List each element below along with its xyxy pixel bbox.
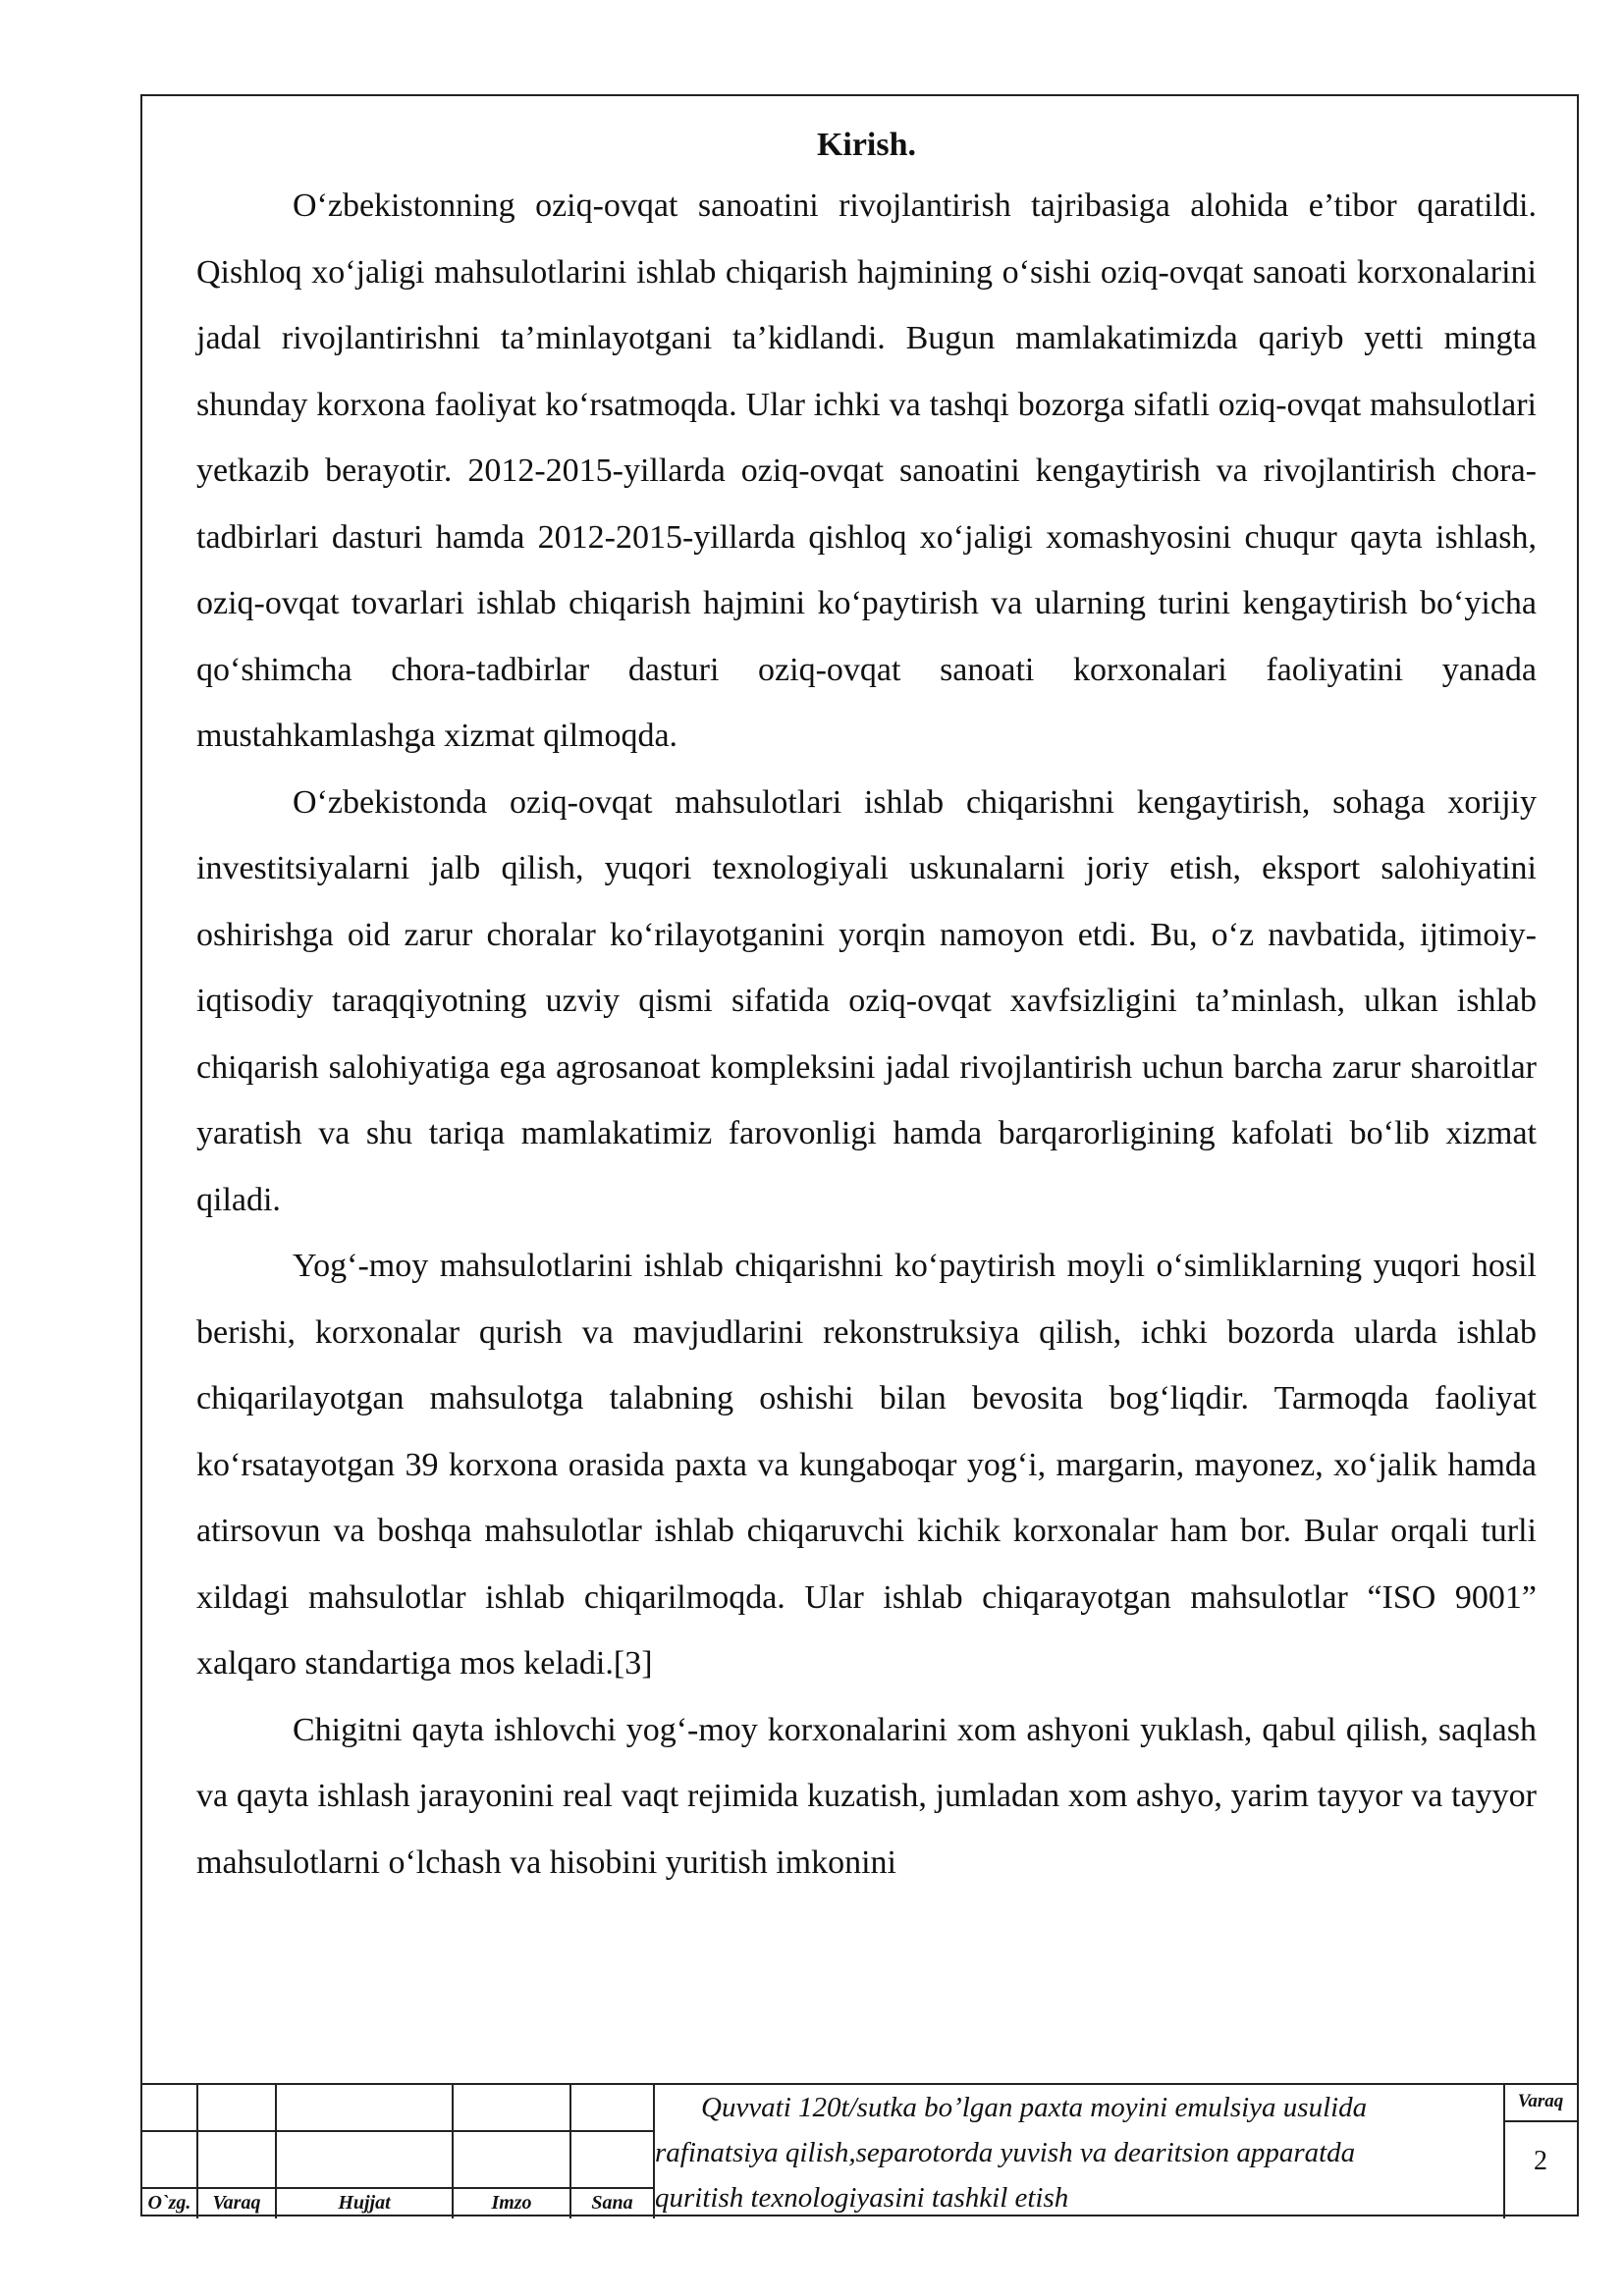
page-frame [140, 94, 1579, 2216]
document-title-line-2: rafinatsiya qilish,separotorda yuvish va dearitsion apparatda [655, 2137, 1356, 2168]
paragraph-1: O‘zbekistonning oziq-ovqat sanoatini rivojlantirish tajribasiga alohida e’tibor qaratildi. Qishloq xo‘jaligi mahsulotlarini ishlab chiqarish hajmining o‘sishi oziq-ovqat sanoati korxonalarini jadal rivojlantirishni ta’minlayotgani ta’kidlandi. Bugun mamlakatimizda qariyb yetti mingta shunday korxona faoliyat ko‘rsatmoqda. Ular ichki va tashqi bozorga sifatli oziq-ovqat mahsulotlari yetkazib berayotir. 2012-2015-yillarda oziq-ovqat sanoatini kengaytirish va rivojlantirish chora-tadbirlari dasturi hamda 2012-2015-yillarda qishloq xo‘jaligi xomashyosini chuqur qayta ishlash, oziq-ovqat tovarlari ishlab chiqarish hajmini ko‘paytirish va ularning turini kengaytirish bo‘yicha qo‘shimcha chora-tadbirlar dasturi oziq-ovqat sanoati korxonalari faoliyatini yanada mustahkamlashga xizmat qilmoqda. [196, 187, 1537, 754]
stamp-row-line [1503, 2120, 1577, 2122]
column-label-document: Hujjat [338, 2192, 391, 2214]
paragraph-3: Yog‘-moy mahsulotlarini ishlab chiqarishni ko‘paytirish moyli o‘simliklarning yuqori hosil berishi, korxonalar qurish va mavjudlarini rekonstruksiya qilish, ichki bozorda ularda ishlab chiqarilayotgan mahsulotga talabning oshishi bilan bevosita bog‘liqdir. Tarmoqda faoliyat ko‘rsatayotgan 39 korxona orasida paxta va kungaboqar yog‘i, margarin, mayonez, xo‘jalik hamda atirsovun va boshqa mahsulotlar ishlab chiqaruvchi kichik korxonalar ham bor. Bular orqali turli xildagi mahsulotlar ishlab chiqarilmoqda. Ular ishlab chiqarayotgan mahsulotlar “ISO 9001” xalqaro standartiga mos keladi.[3] [196, 1248, 1537, 1682]
document-title-line-1: Quvvati 120t/sutka bo’lgan paxta moyini emulsiya usulida [701, 2092, 1368, 2123]
document-title-line-3: quritish texnologiyasini tashkil etish [655, 2182, 1069, 2214]
text-body [196, 126, 1537, 1896]
column-label-sheet: Varaq [212, 2192, 261, 2214]
stamp-row-line [142, 2130, 653, 2132]
title-block-stamp [142, 2083, 1577, 2218]
sheet-number: 2 [1534, 2146, 1547, 2176]
document-title [655, 2085, 1499, 2220]
column-label-signature: Imzo [491, 2192, 532, 2214]
column-label-date: Sana [591, 2192, 633, 2214]
sheet-label: Varaq [1517, 2091, 1564, 2111]
section-heading: Kirish. [816, 127, 917, 163]
paragraph-2: O‘zbekistonda oziq-ovqat mahsulotlari ishlab chiqarishni kengaytirish, sohaga xorijiy investitsiyalarni jalb qilish, yuqori texnologiyali uskunalarni joriy etish, eksport salohiyatini oshirishga oid zarur choralar ko‘rilayotganini yorqin namoyon etdi. Bu, o‘z navbatida, ijtimoiy-iqtisodiy taraqqiyotning uzviy qismi sifatida oziq-ovqat xavfsizligini ta’minlash, ulkan ishlab chiqarish salohiyatiga ega agrosanoat kompleksini jadal rivojlantirish uchun barcha zarur sharoitlar yaratish va shu tariqa mamlakatimiz farovonligi hamda barqarorligining kafolati bo‘lib xizmat qiladi. [196, 783, 1537, 1218]
column-label-change: O`zg. [147, 2192, 191, 2214]
paragraph-4: Chigitni qayta ishlovchi yog‘-moy korxonalarini xom ashyoni yuklash, qabul qilish, saqlash va qayta ishlash jarayonini real vaqt rejimida kuzatish, jumladan xom ashyo, yarim tayyor va tayyor mahsulotlarni o‘lchash va hisobini yuritish imkonini [196, 1711, 1537, 1881]
